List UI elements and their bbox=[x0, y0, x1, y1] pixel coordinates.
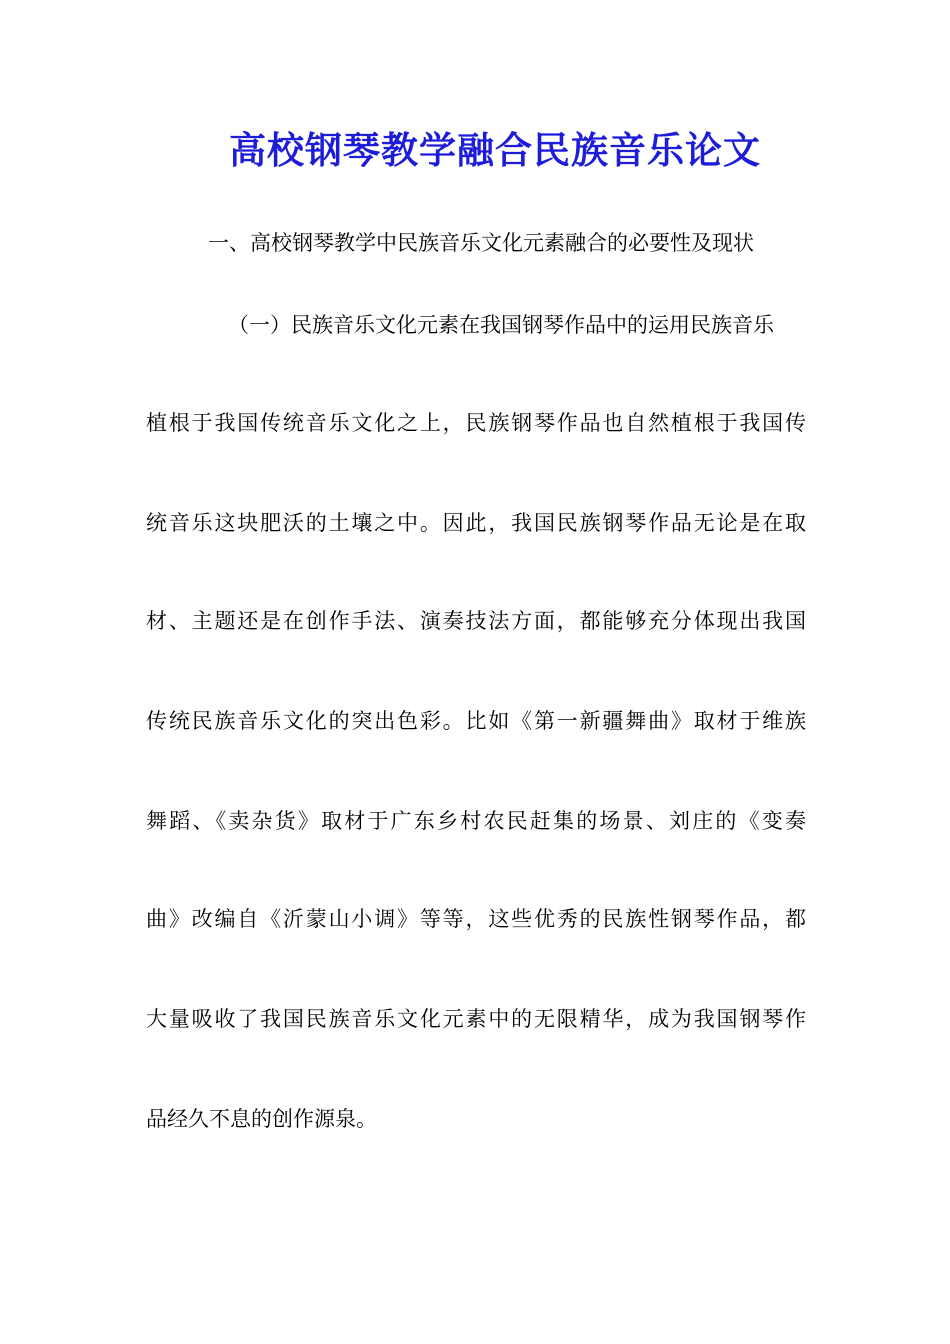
paragraph-line-3: 统音乐这块肥沃的土壤之中。因此，我国民族钢琴作品无论是在取 bbox=[146, 511, 806, 535]
section-heading: 一、高校钢琴教学中民族音乐文化元素融合的必要性及现状 bbox=[208, 231, 754, 255]
paragraph-line-4: 材、主题还是在创作手法、演奏技法方面，都能够充分体现出我国 bbox=[146, 609, 806, 633]
paragraph-line-2: 植根于我国传统音乐文化之上，民族钢琴作品也自然植根于我国传 bbox=[146, 411, 806, 435]
paragraph-line-7: 曲》改编自《沂蒙山小调》等等，这些优秀的民族性钢琴作品，都 bbox=[146, 907, 806, 931]
document-title: 高校钢琴教学融合民族音乐论文 bbox=[229, 128, 761, 172]
paragraph-line-5: 传统民族音乐文化的突出色彩。比如《第一新疆舞曲》取材于维族 bbox=[146, 709, 806, 733]
paragraph-line-8: 大量吸收了我国民族音乐文化元素中的无限精华，成为我国钢琴作 bbox=[146, 1007, 806, 1031]
paragraph-line-6: 舞蹈、《卖杂货》取材于广东乡村农民赶集的场景、刘庄的《变奏 bbox=[146, 809, 806, 833]
paragraph-line-9: 品经久不息的创作源泉。 bbox=[146, 1107, 377, 1131]
paragraph-line-1: （一）民族音乐文化元素在我国钢琴作品中的运用民族音乐 bbox=[228, 313, 774, 337]
